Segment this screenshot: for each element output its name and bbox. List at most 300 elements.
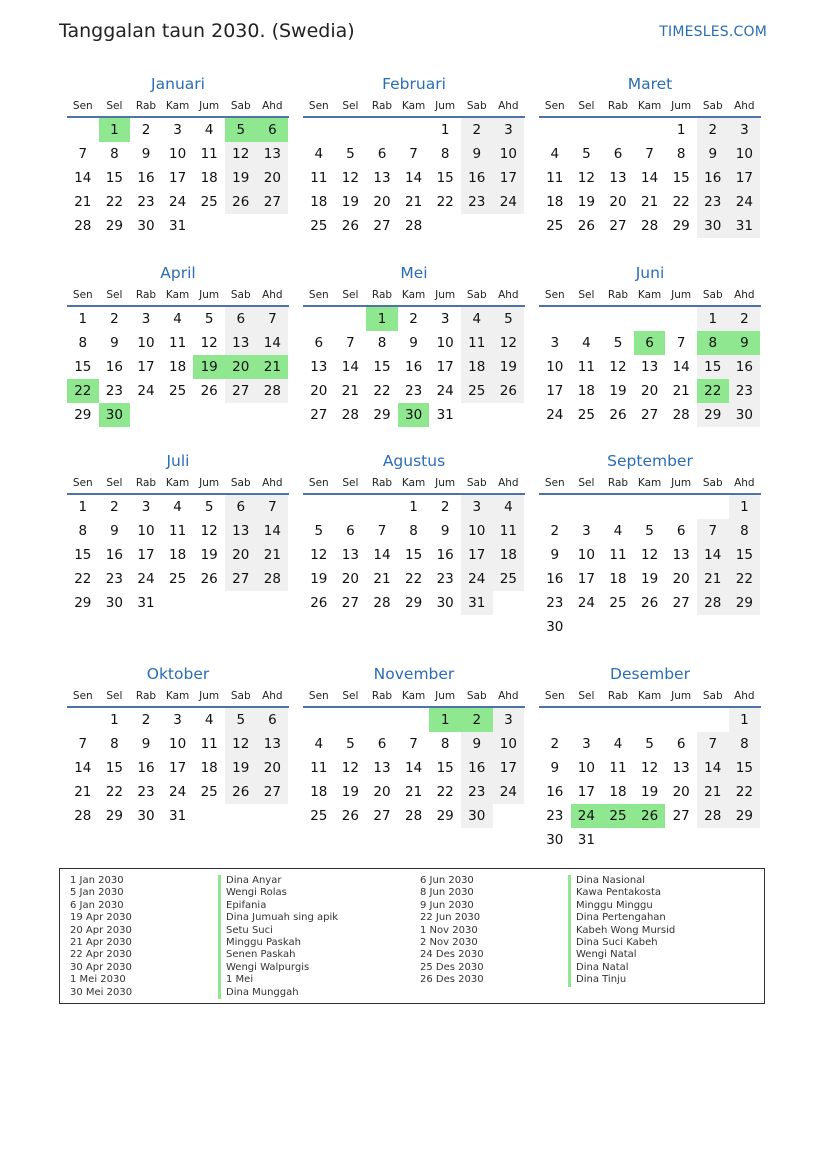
day-cell: 30 bbox=[137, 808, 155, 824]
weekday-header bbox=[67, 686, 289, 708]
day-cell: 13 bbox=[672, 547, 690, 563]
day-cell: 23 bbox=[546, 595, 564, 611]
day-cell: 28 bbox=[257, 379, 289, 403]
day-cell: 24 bbox=[729, 190, 761, 214]
day-cell: 21 bbox=[257, 355, 289, 379]
weekday-label: Ahd bbox=[734, 100, 755, 112]
day-cell: 4 bbox=[613, 523, 623, 539]
weekday-header bbox=[67, 285, 289, 307]
day-cell: 18 bbox=[609, 784, 627, 800]
weekday-header bbox=[303, 96, 525, 118]
day-cell: 5 bbox=[346, 146, 355, 162]
weekday-label: Rab bbox=[371, 289, 393, 301]
day-cell: 4 bbox=[613, 736, 623, 752]
holiday-name: Senen Paskah bbox=[218, 949, 338, 961]
day-cell: 8 bbox=[440, 146, 450, 162]
weekday-header bbox=[303, 686, 525, 708]
holiday-name: Dina Tinju bbox=[568, 974, 675, 986]
empty-cell bbox=[335, 118, 367, 142]
weekday-label: Sel bbox=[578, 100, 595, 112]
day-cell: 24 bbox=[137, 571, 155, 587]
day-cell: 14 bbox=[404, 760, 423, 776]
holiday-date: 22 Apr 2030 bbox=[70, 949, 132, 961]
day-cell: 27 bbox=[341, 595, 359, 611]
day-cell: 12 bbox=[200, 335, 218, 351]
weekday-label: Sen bbox=[308, 100, 329, 112]
day-cell: 5 bbox=[613, 335, 623, 351]
weekday-label: Sen bbox=[308, 289, 329, 301]
day-cell: 29 bbox=[672, 218, 690, 234]
weekday-label: Jum bbox=[199, 100, 220, 112]
day-cell: 9 bbox=[729, 331, 761, 355]
day-cell: 13 bbox=[640, 359, 659, 375]
day-cell: 9 bbox=[461, 732, 493, 756]
weekday-label: Jum bbox=[671, 100, 692, 112]
day-cell: 27 bbox=[373, 808, 391, 824]
month-juni bbox=[539, 261, 761, 427]
weekday-label: Jum bbox=[435, 477, 456, 489]
day-cell: 10 bbox=[729, 142, 761, 166]
day-cell: 15 bbox=[697, 355, 729, 379]
day-cell: 11 bbox=[461, 331, 493, 355]
holiday-name: Dina Munggah bbox=[218, 987, 338, 999]
day-cell: 12 bbox=[640, 547, 659, 563]
day-cell: 3 bbox=[173, 712, 182, 728]
day-cell: 25 bbox=[602, 804, 634, 828]
holiday-date: 1 Jan 2030 bbox=[70, 875, 124, 886]
day-cell: 9 bbox=[409, 335, 418, 351]
empty-cell bbox=[335, 307, 367, 331]
empty-cell bbox=[398, 708, 430, 732]
day-cell: 23 bbox=[137, 194, 155, 210]
weekday-label: Sen bbox=[308, 690, 329, 702]
empty-cell bbox=[665, 495, 697, 519]
empty-cell bbox=[335, 495, 367, 519]
day-cell: 10 bbox=[137, 523, 155, 539]
weekday-label: Jum bbox=[435, 100, 456, 112]
day-cell: 9 bbox=[461, 142, 493, 166]
day-cell: 12 bbox=[577, 170, 595, 186]
day-cell: 27 bbox=[672, 808, 690, 824]
legend-dates-col-2 bbox=[420, 875, 484, 987]
weekday-label: Rab bbox=[371, 477, 393, 489]
day-cell: 14 bbox=[697, 756, 729, 780]
day-cell: 16 bbox=[137, 170, 155, 186]
day-cell: 4 bbox=[314, 146, 324, 162]
day-cell: 6 bbox=[346, 523, 355, 539]
day-cell: 19 bbox=[225, 166, 257, 190]
holiday-date: 24 Des 2030 bbox=[420, 949, 484, 961]
day-cell: 11 bbox=[168, 523, 187, 539]
day-grid bbox=[303, 307, 525, 427]
weekday-label: Rab bbox=[607, 100, 629, 112]
day-cell: 21 bbox=[404, 194, 423, 210]
weekday-label: Sab bbox=[230, 690, 251, 702]
weekday-label: Kam bbox=[401, 477, 426, 489]
day-cell: 22 bbox=[404, 571, 423, 587]
day-cell: 5 bbox=[314, 523, 324, 539]
empty-cell bbox=[366, 708, 398, 732]
day-cell: 2 bbox=[141, 712, 151, 728]
day-cell: 19 bbox=[493, 355, 525, 379]
day-cell: 14 bbox=[74, 170, 92, 186]
day-cell: 9 bbox=[141, 736, 151, 752]
day-cell: 24 bbox=[493, 780, 525, 804]
month-name: Juli bbox=[166, 452, 190, 470]
day-cell: 25 bbox=[577, 407, 595, 423]
day-cell: 15 bbox=[729, 543, 761, 567]
empty-cell bbox=[665, 708, 697, 732]
empty-cell bbox=[366, 495, 398, 519]
month-februari bbox=[303, 72, 525, 238]
day-cell: 24 bbox=[436, 383, 454, 399]
day-cell: 7 bbox=[645, 146, 654, 162]
day-cell: 7 bbox=[377, 523, 387, 539]
day-cell: 22 bbox=[105, 194, 123, 210]
day-cell: 28 bbox=[74, 808, 92, 824]
day-cell: 8 bbox=[78, 523, 88, 539]
holiday-date: 9 Jun 2030 bbox=[420, 899, 474, 911]
holiday-date: 30 Apr 2030 bbox=[70, 961, 132, 973]
day-cell: 28 bbox=[404, 808, 423, 824]
day-cell: 26 bbox=[200, 571, 218, 587]
holiday-name: Wengi Rolas bbox=[218, 887, 338, 899]
day-cell: 3 bbox=[461, 495, 493, 519]
day-cell: 23 bbox=[697, 190, 729, 214]
day-cell: 27 bbox=[640, 407, 659, 423]
month-name: Desember bbox=[610, 665, 690, 683]
day-cell: 19 bbox=[577, 194, 595, 210]
holiday-date: 6 Jun 2030 bbox=[420, 875, 474, 886]
day-cell: 30 bbox=[137, 218, 155, 234]
day-cell: 1 bbox=[78, 499, 88, 515]
day-cell: 17 bbox=[577, 784, 595, 800]
day-cell: 20 bbox=[373, 784, 391, 800]
day-cell: 10 bbox=[436, 335, 454, 351]
weekday-label: Sel bbox=[578, 289, 595, 301]
day-cell: 21 bbox=[697, 780, 729, 804]
day-cell: 7 bbox=[78, 736, 88, 752]
day-cell: 16 bbox=[105, 359, 123, 375]
weekday-label: Rab bbox=[135, 690, 157, 702]
holiday-date: 1 Mei 2030 bbox=[70, 974, 126, 986]
empty-cell bbox=[303, 118, 335, 142]
day-cell: 9 bbox=[440, 523, 450, 539]
weekday-header bbox=[303, 473, 525, 495]
day-grid bbox=[539, 118, 761, 238]
day-cell: 12 bbox=[493, 331, 525, 355]
weekday-label: Ahd bbox=[498, 100, 519, 112]
weekday-label: Kam bbox=[637, 477, 662, 489]
day-cell: 4 bbox=[204, 712, 214, 728]
weekday-label: Sab bbox=[702, 690, 723, 702]
weekday-label: Kam bbox=[637, 100, 662, 112]
day-cell: 29 bbox=[729, 591, 761, 615]
holiday-name: Kawa Pentakosta bbox=[568, 887, 675, 899]
holiday-date: 26 Des 2030 bbox=[420, 974, 484, 986]
holiday-date: 5 Jan 2030 bbox=[70, 887, 124, 899]
day-cell: 13 bbox=[257, 142, 289, 166]
day-cell: 20 bbox=[257, 166, 289, 190]
month-september bbox=[539, 449, 761, 639]
legend-names-col-1 bbox=[218, 875, 338, 999]
month-maret bbox=[539, 72, 761, 238]
day-cell: 7 bbox=[409, 736, 418, 752]
day-cell: 10 bbox=[137, 335, 155, 351]
empty-cell bbox=[67, 118, 99, 142]
weekday-label: Sen bbox=[308, 477, 329, 489]
day-cell: 1 bbox=[110, 712, 119, 728]
weekday-label: Jum bbox=[435, 289, 456, 301]
day-cell: 4 bbox=[173, 311, 182, 327]
day-cell: 25 bbox=[310, 218, 328, 234]
weekday-label: Sab bbox=[702, 477, 723, 489]
day-cell: 31 bbox=[436, 407, 454, 423]
day-cell: 6 bbox=[377, 736, 387, 752]
day-cell: 26 bbox=[225, 190, 257, 214]
weekday-label: Jum bbox=[199, 477, 220, 489]
day-cell: 5 bbox=[204, 499, 214, 515]
holiday-name: Wengi Walpurgis bbox=[218, 962, 338, 974]
day-cell: 9 bbox=[110, 523, 119, 539]
day-cell: 23 bbox=[105, 571, 123, 587]
holiday-date: 21 Apr 2030 bbox=[70, 936, 132, 948]
empty-cell bbox=[571, 708, 603, 732]
day-cell: 10 bbox=[168, 736, 187, 752]
holiday-date: 25 Des 2030 bbox=[420, 961, 484, 973]
empty-cell bbox=[67, 708, 99, 732]
holiday-name: Kabeh Wong Mursid bbox=[568, 925, 675, 937]
day-cell: 27 bbox=[257, 190, 289, 214]
day-grid bbox=[539, 307, 761, 427]
day-cell: 17 bbox=[546, 383, 564, 399]
weekday-label: Sen bbox=[72, 289, 93, 301]
day-cell: 21 bbox=[697, 567, 729, 591]
day-cell: 11 bbox=[609, 760, 627, 776]
day-cell: 25 bbox=[493, 567, 525, 591]
day-cell: 1 bbox=[440, 122, 450, 138]
empty-cell bbox=[602, 495, 634, 519]
day-cell: 3 bbox=[173, 122, 182, 138]
holiday-date: 6 Jan 2030 bbox=[70, 899, 124, 911]
weekday-label: Kam bbox=[165, 100, 190, 112]
holiday-date: 19 Apr 2030 bbox=[70, 912, 132, 924]
empty-cell bbox=[697, 495, 729, 519]
day-cell: 5 bbox=[645, 523, 654, 539]
day-cell: 27 bbox=[225, 567, 257, 591]
day-cell: 8 bbox=[377, 335, 387, 351]
day-cell: 22 bbox=[672, 194, 690, 210]
weekday-label: Rab bbox=[371, 690, 393, 702]
day-cell: 20 bbox=[341, 571, 359, 587]
day-cell: 30 bbox=[546, 619, 564, 635]
day-cell: 3 bbox=[550, 335, 560, 351]
weekday-label: Jum bbox=[671, 477, 692, 489]
day-cell: 26 bbox=[225, 780, 257, 804]
day-cell: 8 bbox=[729, 519, 761, 543]
month-name: Februari bbox=[382, 75, 446, 93]
day-cell: 11 bbox=[310, 170, 328, 186]
day-cell: 16 bbox=[461, 756, 493, 780]
day-cell: 11 bbox=[200, 736, 218, 752]
day-cell: 29 bbox=[404, 595, 423, 611]
day-cell: 8 bbox=[110, 146, 119, 162]
day-cell: 19 bbox=[225, 756, 257, 780]
day-cell: 3 bbox=[440, 311, 450, 327]
day-cell: 23 bbox=[404, 383, 423, 399]
day-cell: 8 bbox=[676, 146, 686, 162]
day-cell: 1 bbox=[429, 708, 461, 732]
day-cell: 17 bbox=[729, 166, 761, 190]
day-cell: 7 bbox=[676, 335, 686, 351]
weekday-label: Sen bbox=[544, 477, 565, 489]
empty-cell bbox=[303, 495, 335, 519]
day-cell: 6 bbox=[377, 146, 387, 162]
day-cell: 14 bbox=[74, 760, 92, 776]
weekday-label: Rab bbox=[371, 100, 393, 112]
day-cell: 10 bbox=[577, 547, 595, 563]
day-cell: 3 bbox=[493, 118, 525, 142]
day-cell: 7 bbox=[409, 146, 418, 162]
day-cell: 15 bbox=[672, 170, 690, 186]
weekday-label: Sen bbox=[544, 289, 565, 301]
weekday-label: Kam bbox=[165, 289, 190, 301]
day-cell: 8 bbox=[440, 736, 450, 752]
holiday-date: 8 Jun 2030 bbox=[420, 887, 474, 899]
day-cell: 1 bbox=[78, 311, 88, 327]
day-cell: 11 bbox=[609, 547, 627, 563]
day-cell: 5 bbox=[645, 736, 654, 752]
day-cell: 31 bbox=[137, 595, 155, 611]
weekday-header bbox=[539, 96, 761, 118]
day-cell: 1 bbox=[99, 118, 131, 142]
day-cell: 16 bbox=[137, 760, 155, 776]
day-cell: 1 bbox=[729, 708, 761, 732]
day-cell: 20 bbox=[257, 756, 289, 780]
day-grid bbox=[303, 118, 525, 238]
weekday-label: Kam bbox=[401, 690, 426, 702]
site-link[interactable]: TIMESLES.COM bbox=[659, 24, 767, 40]
empty-cell bbox=[602, 307, 634, 331]
day-cell: 15 bbox=[436, 760, 454, 776]
day-grid bbox=[67, 495, 289, 615]
month-name: September bbox=[607, 452, 693, 470]
day-cell: 1 bbox=[366, 307, 398, 331]
day-cell: 15 bbox=[373, 359, 391, 375]
day-cell: 13 bbox=[672, 760, 690, 776]
day-cell: 6 bbox=[225, 307, 257, 331]
day-cell: 15 bbox=[105, 170, 123, 186]
legend-dates-col-1 bbox=[70, 875, 132, 999]
day-cell: 25 bbox=[200, 784, 218, 800]
day-cell: 2 bbox=[729, 307, 761, 331]
weekday-label: Sel bbox=[342, 100, 359, 112]
day-cell: 8 bbox=[697, 331, 729, 355]
day-cell: 2 bbox=[440, 499, 450, 515]
day-cell: 4 bbox=[550, 146, 560, 162]
day-cell: 6 bbox=[676, 523, 686, 539]
day-cell: 10 bbox=[493, 732, 525, 756]
day-cell: 6 bbox=[225, 495, 257, 519]
day-cell: 13 bbox=[225, 331, 257, 355]
day-cell: 29 bbox=[729, 804, 761, 828]
weekday-label: Sel bbox=[578, 477, 595, 489]
weekday-label: Sab bbox=[702, 289, 723, 301]
day-cell: 26 bbox=[341, 218, 359, 234]
day-cell: 22 bbox=[74, 571, 92, 587]
day-cell: 6 bbox=[257, 118, 289, 142]
month-name: November bbox=[373, 665, 455, 683]
day-cell: 27 bbox=[609, 218, 627, 234]
day-cell: 18 bbox=[609, 571, 627, 587]
day-cell: 4 bbox=[582, 335, 591, 351]
weekday-label: Jum bbox=[199, 690, 220, 702]
day-cell: 3 bbox=[582, 523, 591, 539]
weekday-label: Jum bbox=[435, 690, 456, 702]
weekday-label: Ahd bbox=[734, 477, 755, 489]
holiday-name: Epifania bbox=[218, 900, 338, 912]
day-cell: 17 bbox=[493, 756, 525, 780]
day-cell: 18 bbox=[310, 194, 328, 210]
day-grid bbox=[539, 708, 761, 852]
day-cell: 24 bbox=[571, 804, 603, 828]
day-cell: 6 bbox=[257, 708, 289, 732]
month-mei bbox=[303, 261, 525, 427]
day-cell: 25 bbox=[546, 218, 564, 234]
holiday-name: Dina Pertengahan bbox=[568, 912, 675, 924]
weekday-label: Kam bbox=[165, 690, 190, 702]
day-cell: 8 bbox=[78, 335, 88, 351]
weekday-label: Ahd bbox=[498, 690, 519, 702]
month-name: Oktober bbox=[146, 665, 210, 683]
day-cell: 2 bbox=[550, 523, 560, 539]
empty-cell bbox=[571, 118, 603, 142]
weekday-header bbox=[539, 686, 761, 708]
month-juli bbox=[67, 449, 289, 615]
day-cell: 7 bbox=[257, 307, 289, 331]
weekday-label: Ahd bbox=[262, 477, 283, 489]
day-cell: 18 bbox=[493, 543, 525, 567]
day-cell: 5 bbox=[225, 118, 257, 142]
holiday-date: 2 Nov 2030 bbox=[420, 936, 478, 948]
day-cell: 28 bbox=[640, 218, 659, 234]
weekday-header bbox=[539, 285, 761, 307]
weekday-label: Rab bbox=[135, 100, 157, 112]
day-cell: 10 bbox=[577, 760, 595, 776]
day-cell: 10 bbox=[168, 146, 187, 162]
weekday-label: Jum bbox=[199, 289, 220, 301]
day-cell: 18 bbox=[168, 359, 187, 375]
day-cell: 22 bbox=[373, 383, 391, 399]
day-cell: 13 bbox=[341, 547, 359, 563]
day-cell: 9 bbox=[550, 547, 560, 563]
day-cell: 26 bbox=[640, 595, 659, 611]
weekday-label: Ahd bbox=[498, 289, 519, 301]
day-cell: 16 bbox=[546, 571, 564, 587]
day-cell: 29 bbox=[105, 808, 123, 824]
day-cell: 1 bbox=[676, 122, 686, 138]
day-cell: 1 bbox=[697, 307, 729, 331]
day-cell: 19 bbox=[200, 547, 218, 563]
day-cell: 29 bbox=[105, 218, 123, 234]
day-cell: 19 bbox=[640, 571, 659, 587]
weekday-label: Sel bbox=[106, 100, 123, 112]
day-cell: 26 bbox=[341, 808, 359, 824]
empty-cell bbox=[634, 708, 666, 732]
day-cell: 11 bbox=[493, 519, 525, 543]
day-cell: 20 bbox=[310, 383, 328, 399]
day-cell: 24 bbox=[461, 567, 493, 591]
